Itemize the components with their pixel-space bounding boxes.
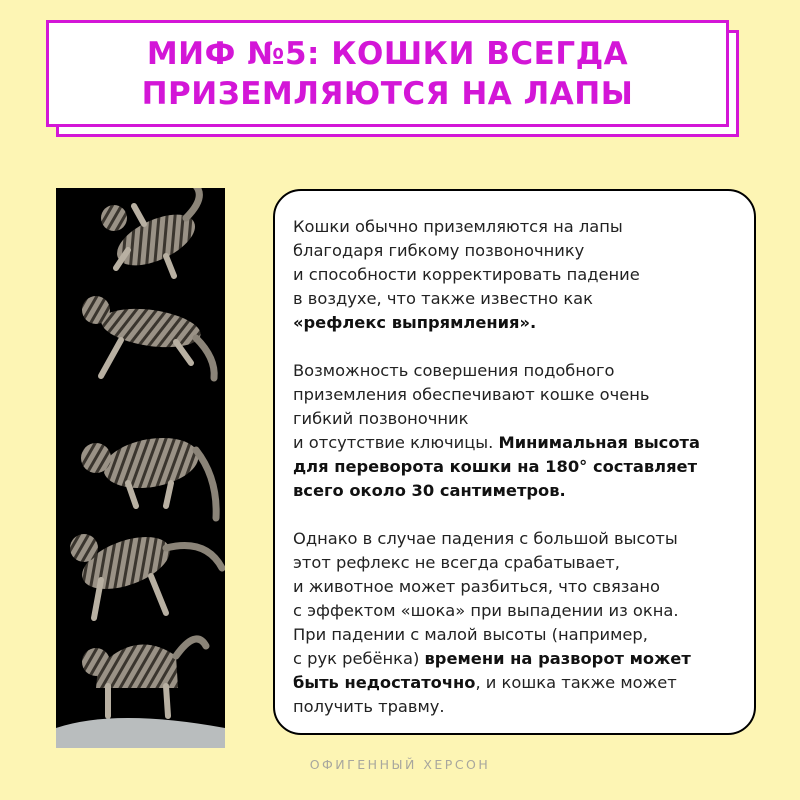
text-line: Возможность совершения подобного [293,361,615,380]
text-line [293,647,736,671]
text-line: в воздухе, что также известно как [293,289,593,308]
text-line: При падении с малой высоты (например, [293,625,648,644]
text-line [293,431,736,455]
text-line: Кошки обычно приземляются на лапы [293,217,623,236]
text-line: гибкий позвоночник [293,409,469,428]
title-line-1: МИФ №5: КОШКИ ВСЕГДА [146,35,629,72]
text-card [273,189,756,735]
text-line: приземления обеспечивают кошке очень [293,385,650,404]
text-line: и животное может разбиться, что связано [293,577,661,596]
text-line: благодаря гибкому позвоночнику [293,241,585,260]
text-line-bold: «рефлекс выпрямления». [293,313,537,332]
paragraph-2 [293,359,736,503]
text-line: и способности корректировать падение [293,265,640,284]
text-line: Однако в случае падения с большой высоты [293,529,678,548]
text-line: с эффектом «шока» при выпадении из окна. [293,601,679,620]
text-line [293,671,736,695]
falling-cat-photo [56,188,225,748]
text-run: , и кошка также может [475,673,677,692]
text-line: этот рефлекс не всегда срабатывает, [293,553,620,572]
text-run: и отсутствие ключицы. [293,433,499,452]
text-line: получить травму. [293,697,445,716]
text-line-bold: для переворота кошки на 180° составляет [293,457,698,476]
text-run-bold: быть недостаточно [293,673,476,692]
text-run-bold: Минимальная высота [498,433,700,452]
title-box [46,20,729,127]
title-line-2: ПРИЗЕМЛЯЮТСЯ НА ЛАПЫ [141,75,634,112]
paragraph-3 [293,527,736,719]
paragraph-1 [293,215,736,335]
text-run: с рук ребёнка) [293,649,425,668]
footer-brand: ОФИГЕННЫЙ ХЕРСОН [309,757,491,772]
text-line-bold: всего около 30 сантиметров. [293,481,566,500]
text-run-bold: времени на разворот может [424,649,691,668]
